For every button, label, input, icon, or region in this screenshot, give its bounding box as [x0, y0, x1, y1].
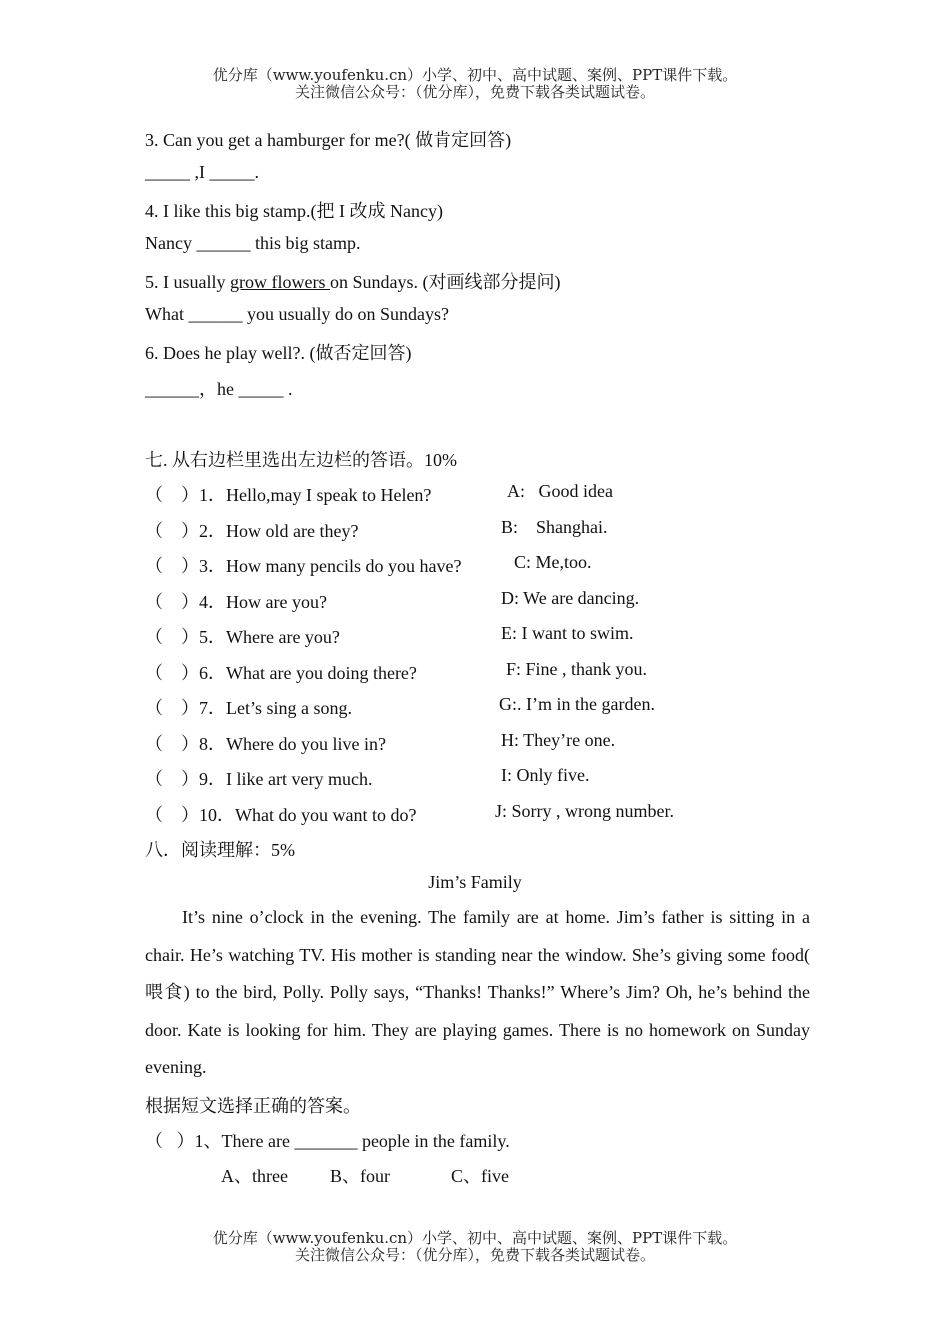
- match-answer: H: They’re one.: [501, 730, 616, 750]
- page-header: [0, 67, 950, 101]
- match-question: （ ）4．How are you?: [145, 592, 327, 612]
- match-question: （ ）9．I like art very much.: [145, 769, 373, 789]
- reading-passage: It’s nine o’clock in the evening. The family are at home. Jim’s father is sitting in a chair. He’s watching TV. His mother is standing near the window. She’s giving some food( 喂食) to the bird, Polly. Polly says, “Thanks! Thanks!” Where’s Jim? Oh, he’s behind the door. Kate is looking for him. They are playing games. There is no homework on Sunday evening.: [145, 907, 810, 1077]
- question-5-underlined: grow flowers: [230, 272, 330, 292]
- option-b: B、four: [330, 1166, 390, 1186]
- section-7-title: 七. 从右边栏里选出左边栏的答语。10%: [145, 450, 457, 470]
- header-line-2: 关注微信公众号：（优分库），免费下载各类试题试卷。: [294, 83, 655, 101]
- footer-line-2: 关注微信公众号：（优分库），免费下载各类试题试卷。: [294, 1246, 655, 1264]
- question-5-post: on Sundays. (对画线部分提问): [329, 272, 561, 292]
- answer-3: _____ ,I _____.: [145, 162, 259, 182]
- question-3: 3. Can you get a hamburger for me?( 做肯定回答): [145, 130, 512, 150]
- reading-instruction: 根据短文选择正确的答案。: [145, 1096, 361, 1116]
- match-answer: E: I want to swim.: [501, 623, 634, 643]
- match-answer: J: Sorry , wrong number.: [495, 801, 674, 821]
- match-answer: A: Good idea: [507, 481, 613, 501]
- match-answer: G:. I’m in the garden.: [499, 694, 655, 714]
- question-5-pre: 5. I usually: [145, 272, 230, 292]
- answer-5: What ______ you usually do on Sundays?: [145, 304, 449, 324]
- answer-4: Nancy ______ this big stamp.: [145, 233, 361, 253]
- match-question: （ ）5．Where are you?: [145, 627, 340, 647]
- match-answer: I: Only five.: [501, 765, 590, 785]
- option-c: C、five: [451, 1166, 509, 1186]
- match-answer: C: Me,too.: [514, 552, 592, 572]
- section-8-title: 八．阅读理解：5%: [145, 840, 295, 860]
- match-question: （ ）1．Hello,may I speak to Helen?: [145, 485, 432, 505]
- answer-6: ______，he _____ .: [145, 379, 293, 399]
- footer-line-1: 优分库（www.youfenku.cn）小学、初中、高中试题、案例、PPT课件下载。: [212, 1229, 738, 1247]
- match-answer: D: We are dancing.: [501, 588, 640, 608]
- option-a: A、three: [221, 1166, 288, 1186]
- match-question: （ ）6．What are you doing there?: [145, 663, 417, 683]
- match-question: （ ）8．Where do you live in?: [145, 734, 386, 754]
- match-question: （ ）3．How many pencils do you have?: [145, 556, 462, 576]
- reading-question-1: （ ）1、There are _______ people in the family.: [145, 1131, 510, 1151]
- question-5: [145, 268, 560, 294]
- match-question: （ ）2．How old are they?: [145, 521, 359, 541]
- passage-title: Jim’s Family: [428, 872, 522, 892]
- match-question: （ ）7．Let’s sing a song.: [145, 698, 352, 718]
- match-answer: B: Shanghai.: [501, 517, 608, 537]
- page-footer: [0, 1230, 950, 1264]
- header-line-1: 优分库（www.youfenku.cn）小学、初中、高中试题、案例、PPT课件下载。: [212, 66, 738, 84]
- match-question: （ ）10．What do you want to do?: [145, 805, 417, 825]
- match-answer: F: Fine , thank you.: [506, 659, 648, 679]
- question-6: 6. Does he play well?. (做否定回答): [145, 343, 412, 363]
- question-4: 4. I like this big stamp.(把 I 改成 Nancy): [145, 201, 443, 221]
